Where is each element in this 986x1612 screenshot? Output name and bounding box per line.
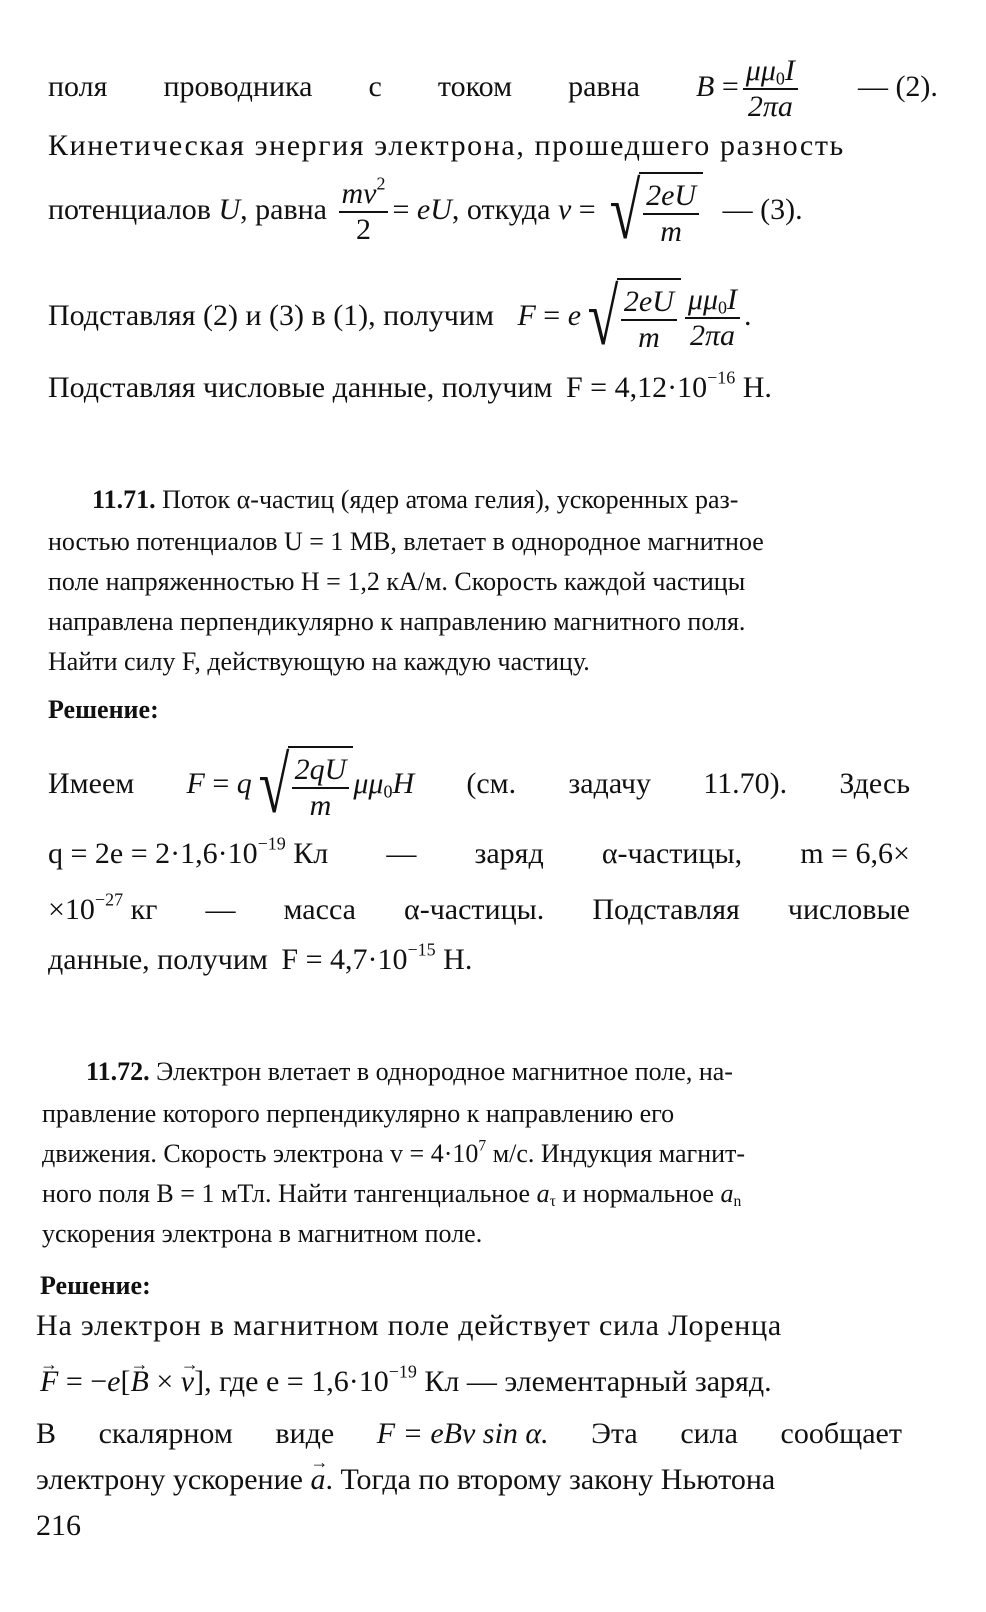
text-line: ностью потенциалов U = 1 MB, влетает в однородное магнитное — [48, 527, 764, 556]
text-line: ного поля B = 1 мТл. Найти тангенциальное $a_\tau$ и нормальное $a_n$ — [42, 1179, 742, 1210]
text-line: $\times 10^{-27}$ кг — масса α-частицы. Подставляя числовые — [48, 889, 910, 926]
lorentz-formula: → F = −e[→ B × → v] — [40, 1365, 204, 1398]
text-line: поле напряженностью H = 1,2 кА/м. Скорость каждой частицы — [48, 567, 746, 596]
problem-number: 11.72. — [86, 1057, 150, 1086]
word: поля — [48, 69, 108, 103]
problem-number: 11.71. — [92, 485, 156, 514]
word: током — [437, 69, 513, 103]
solution-heading: Решение: — [40, 1271, 151, 1300]
word: равна — [568, 69, 640, 103]
sqrt-formula: √ $\frac{2eU}{m}$ — [603, 172, 703, 252]
text-line: Кинетическая энергия электрона, прошедшего разность — [48, 129, 845, 162]
problem-11-71: 11.71. Поток α-частиц (ядер атома гелия), ускоренных раз- — [92, 485, 739, 514]
solution-heading: Решение: — [48, 695, 159, 724]
formula-B: B = $\frac{\mu\mu_0I}{2\pi a}$ — [696, 54, 802, 124]
text-line: правление которого перпендикулярно к направлению его — [42, 1099, 675, 1128]
text-line: Найти силу F, действующую на каждую частицу. — [48, 647, 590, 676]
text-line: электрону ускорение → a. Тогда по второму закону Ньютона — [36, 1460, 926, 1500]
text-line — [48, 54, 938, 124]
text-line: На электрон в магнитном поле действует сила Лоренца — [36, 1309, 783, 1342]
text-line: движения. Скорость электрона $v = 4\cdot 10^7$ м/с. Индукция магнит- — [42, 1137, 746, 1168]
eq-ref: — (2). — [857, 69, 938, 103]
text-line: данные, получим $F = 4,7\cdot 10^{-15}$ Н. — [48, 939, 473, 976]
text-line: $q = 2e = 2\cdot 1,6\cdot 10^{-19}$ Кл — заряд α-частицы, m = 6,6× — [48, 833, 910, 870]
word: с — [368, 69, 382, 103]
text-line: Подставляя числовые данные, получим $F = 4,12\cdot 10^{-16}$ Н. — [48, 367, 772, 404]
word: проводника — [163, 69, 313, 103]
text-line: потенциалов U, равна $\frac{mv^2}{2}$ = eU, откуда v = √ $\frac{2eU}{m}$ — (3). — [48, 168, 803, 256]
text-line: Подставляя (2) и (3) в (1), получим F = e √ $\frac{2eU}{m}$ $\frac{\mu\mu_0I}{2\pi a}$ . — [48, 274, 752, 362]
text-line: Имеем F = q √ $\frac{2qU}{m}$ $\mu\mu_0H$ (см. задачу 11.70). Здесь — [48, 742, 910, 830]
text-line: ускорения электрона в магнитном поле. — [42, 1219, 483, 1248]
text-line: → F = −e[→ B × → v], где $e = 1,6\cdot 10^{-19}$ Кл — элементарный заряд. — [40, 1362, 930, 1402]
text-line: направлена перпендикулярно к направлению магнитного поля. — [48, 607, 746, 636]
text-line: В скалярном виде F = eBv sin α. Эта сила сообщает — [36, 1417, 902, 1450]
page-number: 216 — [36, 1509, 81, 1542]
formula-F: F = q √ $\frac{2qU}{m}$ $\mu\mu_0H$ — [186, 742, 415, 830]
problem-11-72: 11.72. Электрон влетает в однородное магнитное поле, на- — [86, 1057, 733, 1086]
